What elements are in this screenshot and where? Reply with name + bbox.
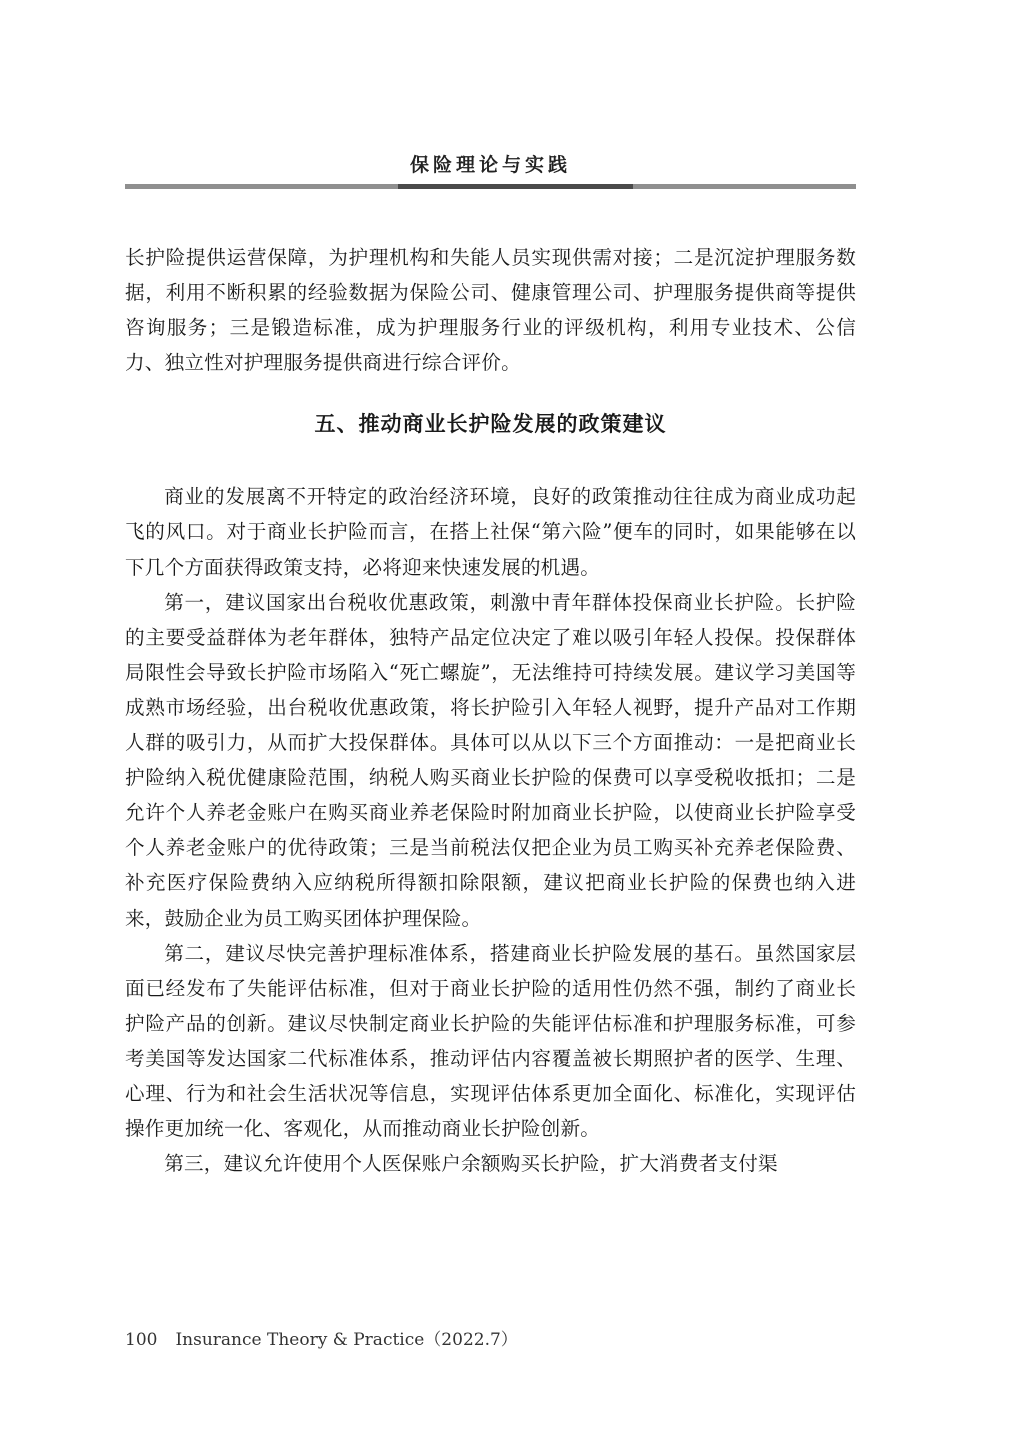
header-rule-accent [398, 184, 633, 189]
running-head-title: 保险理论与实践 [409, 154, 571, 176]
journal-citation: Insurance Theory & Practice（2022.7） [175, 1330, 518, 1350]
article-body [125, 240, 856, 1181]
page-number: 100 [125, 1330, 158, 1350]
paragraph-third-suggestion: 第三，建议允许使用个人医保账户余额购买长护险，扩大消费者支付渠 [164, 1152, 778, 1176]
paragraph-first-suggestion: 第一，建议国家出台税收优惠政策，刺激中青年群体投保商业长护险。长护险的主要受益群体为老年群体，独特产品定位决定了难以吸引年轻人投保。投保群体局限性会导致长护险市场陷入“死亡螺旋”，无法维持可持续发展。建议学习美国等成熟市场经验，出台税收优惠政策，将长护险引入年轻人视野，提升产品对工作期人群的吸引力，从而扩大投保群体。具体可以从以下三个方面推动：一是把商业长护险纳入税优健康险范围，纳税人购买商业长护险的保费可以享受税收抵扣；二是允许个人养老金账户在购买商业养老保险时附加商业长护险，以使商业长护险享受个人养老金账户的优待政策；三是当前税法仅把企业为员工购买补充养老保险费、补充医疗保险费纳入应纳税所得额扣除限额，建议把商业长护险的保费也纳入进来，鼓励企业为员工购买团体护理保险。 [125, 590, 856, 930]
paragraph-intro: 商业的发展离不开特定的政治经济环境，良好的政策推动往往成为商业成功起飞的风口。对于商业长护险而言，在搭上社保“第六险”便车的同时，如果能够在以下几个方面获得政策支持，必将迎来快速发展的机遇。 [125, 485, 856, 579]
page-footer [125, 1325, 518, 1350]
paragraph-second-suggestion: 第二，建议尽快完善护理标准体系，搭建商业长护险发展的基石。虽然国家层面已经发布了失能评估标准，但对于商业长护险的适用性仍然不强，制约了商业长护险产品的创新。建议尽快制定商业长护险的失能评估标准和护理服务标准，可参考美国等发达国家二代标准体系，推动评估内容覆盖被长期照护者的医学、生理、心理、行为和社会生活状况等信息，实现评估体系更加全面化、标准化，实现评估操作更加统一化、客观化，从而推动商业长护险创新。 [125, 941, 856, 1141]
section-heading: 五、推动商业长护险发展的政策建议 [314, 412, 667, 437]
continuation-paragraph: 长护险提供运营保障，为护理机构和失能人员实现供需对接；二是沉淀护理服务数据，利用不断积累的经验数据为保险公司、健康管理公司、护理服务提供商等提供咨询服务；三是锻造标准，成为护理服务行业的评级机构，利用专业技术、公信力、独立性对护理服务提供商进行综合评价。 [125, 246, 856, 375]
